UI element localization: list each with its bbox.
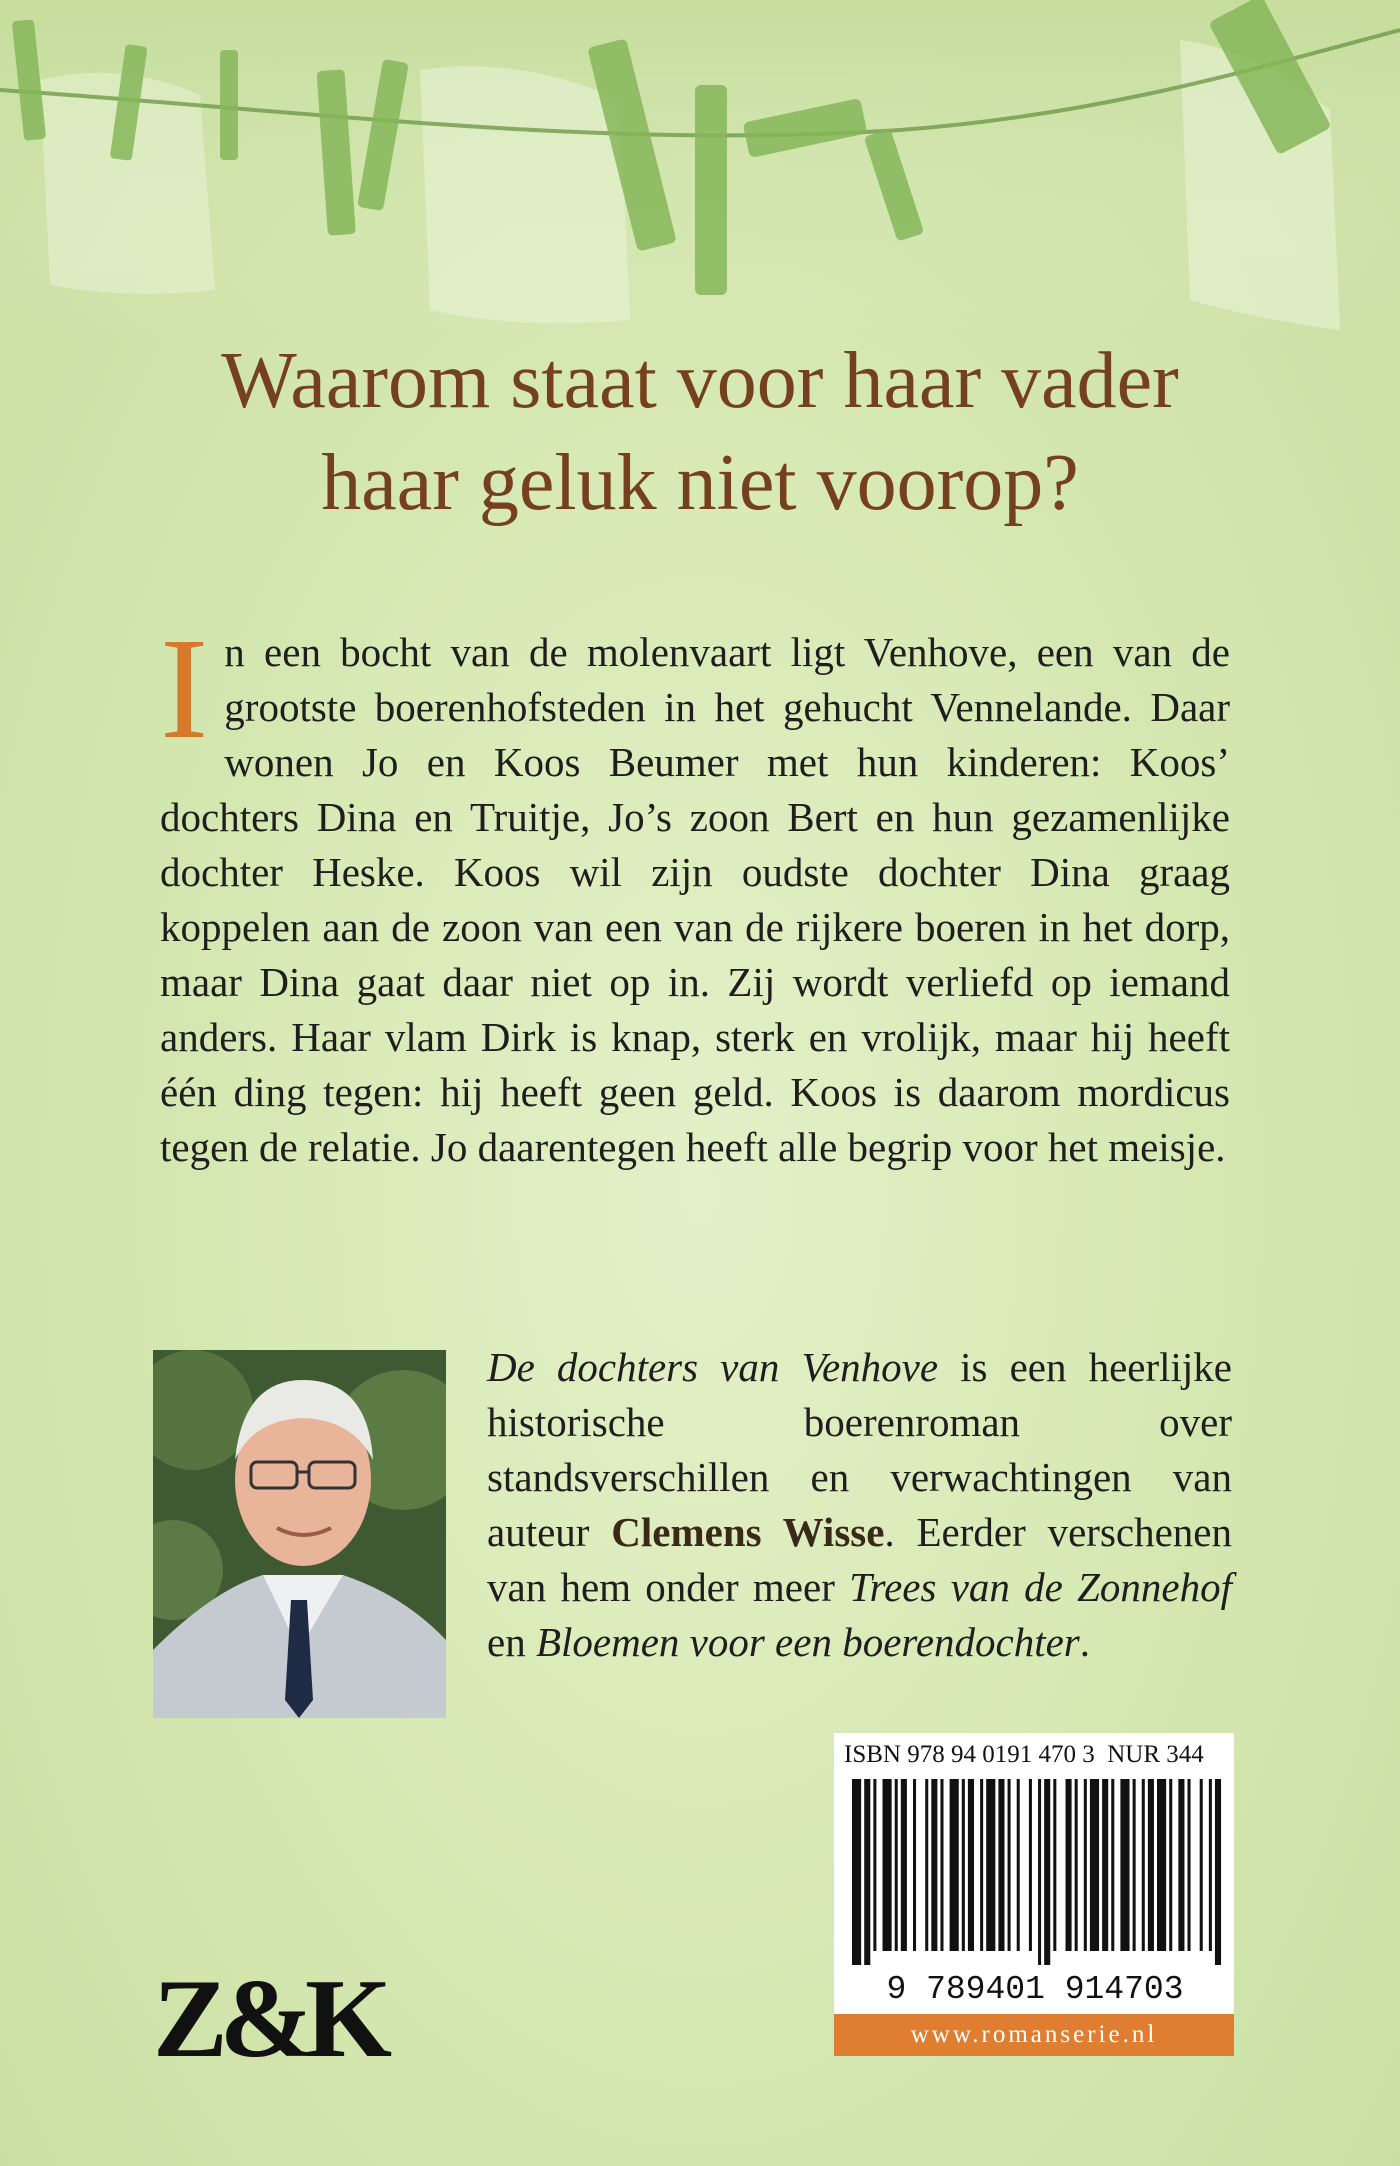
barcode-number: 9 789401 914703 <box>886 1971 1184 2003</box>
barcode-bar <box>998 1779 1004 1951</box>
clothesline-illustration <box>0 0 1400 340</box>
barcode-panel <box>834 1733 1234 2056</box>
barcode-bar <box>1029 1779 1032 1951</box>
publisher-logo-text: Z&K <box>153 1958 385 2068</box>
headline-line-2: haar geluk niet voorop? <box>321 439 1079 527</box>
other-title-1: Trees van de Zonnehof <box>849 1564 1232 1610</box>
about-book-paragraph <box>487 1340 1232 1670</box>
barcode-bar <box>986 1779 995 1951</box>
barcode-bar <box>1157 1779 1166 1951</box>
barcode-bar <box>962 1779 965 1951</box>
barcode-bar <box>913 1779 916 1951</box>
website-url: www.romanserie.nl <box>834 2014 1234 2056</box>
drop-cap: I <box>160 609 209 769</box>
publisher-logo <box>153 1958 403 2068</box>
barcode-bar <box>1169 1779 1172 1951</box>
headline <box>80 330 1320 534</box>
barcode-bar <box>1038 1779 1041 1965</box>
barcode-bar <box>950 1779 959 1951</box>
barcode-bar <box>1075 1779 1078 1951</box>
barcode-bar <box>1215 1779 1221 1965</box>
barcode-bar <box>968 1779 974 1951</box>
barcode-bar <box>1209 1779 1212 1951</box>
barcode-bar <box>883 1779 892 1951</box>
barcode-bar <box>1178 1779 1184 1951</box>
barcode-bar <box>931 1779 937 1951</box>
barcode-bar <box>1111 1779 1114 1951</box>
barcode-bar <box>925 1779 928 1951</box>
headline-line-1: Waarom staat voor haar vader <box>221 337 1179 425</box>
about-text-1: is een heerlijke historische boerenroman over standsverschillen en verwachtingen van auteur <box>487 1344 1232 1555</box>
author-name: Clemens Wisse <box>611 1509 885 1555</box>
barcode-bar <box>940 1779 943 1951</box>
barcode-bar <box>980 1779 983 1951</box>
barcode-bar <box>864 1779 870 1965</box>
hanging-cloth <box>420 66 630 323</box>
author-portrait <box>153 1350 446 1718</box>
barcode-bar <box>1133 1779 1136 1951</box>
barcode-bar <box>1084 1779 1087 1951</box>
isbn: ISBN 978 94 0191 470 3 <box>844 1741 1095 1768</box>
barcode-bar <box>1120 1779 1129 1951</box>
other-title-2: Bloemen voor een boerendochter <box>535 1619 1080 1665</box>
barcode <box>846 1779 1224 2003</box>
barcode-bar <box>1017 1779 1020 1951</box>
barcode-bar <box>1200 1779 1203 1951</box>
barcode-bar <box>1008 1779 1011 1951</box>
blurb-paragraph <box>160 609 1230 1175</box>
barcode-bar <box>873 1779 876 1951</box>
barcode-bar <box>1066 1779 1072 1951</box>
barcode-bar <box>1102 1779 1108 1951</box>
barcode-bar <box>852 1779 861 1965</box>
clothes-peg <box>220 50 238 160</box>
author-photo <box>153 1350 446 1718</box>
barcode-bars <box>852 1779 1221 1965</box>
barcode-bar <box>1090 1779 1099 1951</box>
barcode-bar <box>1188 1779 1191 1951</box>
barcode-bar <box>1148 1779 1154 1951</box>
book-title: De dochters van Venhove <box>487 1344 939 1390</box>
isbn-line <box>844 1741 1204 1769</box>
about-text-3: en <box>487 1619 536 1665</box>
barcode-bar <box>1044 1779 1050 1965</box>
barcode-bar <box>1142 1779 1145 1951</box>
clothes-peg <box>695 85 727 295</box>
barcode-bar <box>1053 1779 1056 1951</box>
blurb-text: n een bocht van de molenvaart ligt Venhove, een van de grootste boerenhofsteden in het gehucht Vennelande. Daar wonen Jo en Koos Beumer met hun kinderen: Koos’ dochters Dina en Truitje, Jo’s zoon Bert en hun gezamenlijke dochter Heske. Koos wil zijn oudste dochter Dina graag koppelen aan de zoon van een van de rijkere boeren in het dorp, maar Dina gaat daar niet op in. Zij wordt verliefd op iemand anders. Haar vlam Dirk is knap, sterk en vrolijk, maar hij heeft één ding tegen: hij heeft geen geld. Koos is daarom mordicus tegen de relatie. Jo daarentegen heeft alle begrip voor het meisje. <box>160 629 1230 1170</box>
about-text-4: . <box>1079 1619 1091 1665</box>
barcode-bar <box>901 1779 907 1951</box>
about-text-2: . Eerder verschenen van hem onder meer <box>487 1509 1232 1610</box>
barcode-bar <box>895 1779 898 1951</box>
nur: NUR 344 <box>1107 1741 1204 1768</box>
